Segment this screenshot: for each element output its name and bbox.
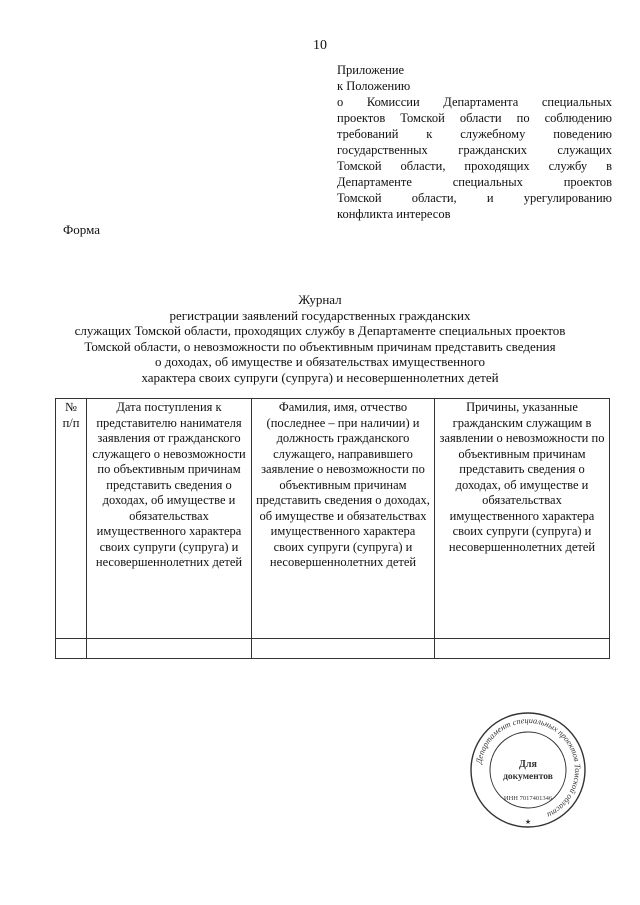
title-line: Журнал <box>298 292 342 307</box>
journal-title <box>40 292 600 386</box>
appendix-line: государственных гражданских служащих <box>337 143 612 157</box>
table-cell <box>56 639 87 659</box>
appendix-line: Департаменте специальных проектов <box>337 175 612 189</box>
table-cell <box>252 639 435 659</box>
appendix-line: к Положению <box>337 79 411 93</box>
title-line: характера своих супруги (супруга) и несовершеннолетних детей <box>141 369 499 385</box>
header-employee-name: Фамилия, имя, отчество (последнее – при наличии) и должность гражданского служащего, направившего заявление о невозможности по объективным причинам представить сведения о доходах, об имуществе и обязательствах имущественного характера своих супруги (супруга) и несовершеннолетних детей <box>252 399 435 639</box>
page-number: 10 <box>313 38 327 53</box>
appendix-line: требований к служебному поведению <box>337 127 612 141</box>
table-cell <box>435 639 610 659</box>
stamp-center-line2: документов <box>503 772 553 782</box>
stamp-outer-ring <box>471 713 585 827</box>
header-number: № п/п <box>56 399 87 639</box>
official-stamp <box>468 710 588 830</box>
stamp-center-line1: Для <box>519 759 537 770</box>
table-row <box>56 639 610 659</box>
title-line: Томской области, о невозможности по объективным причинам представить сведения <box>84 338 556 354</box>
appendix-line: Томской области, и урегулированию <box>337 191 612 205</box>
stamp-outer-text: Департамент специальных проектов Томской области <box>474 715 583 820</box>
appendix-line: Томской области, проходящих службу в <box>337 159 612 173</box>
title-line: регистрации заявлений государственных гражданских <box>169 307 471 323</box>
table-cell <box>87 639 252 659</box>
table-header-row <box>56 399 610 639</box>
appendix-line: конфликта интересов <box>337 207 451 221</box>
header-reasons: Причины, указанные гражданским служащим в заявлении о невозможности по объективным причинам представить сведения о доходах, об имуществе и обязательствах имущественного характера своих супруги (супруга) и несовершеннолетних детей <box>435 399 610 639</box>
stamp-inn: ИНН 7017401346 <box>503 795 553 802</box>
header-date-received: Дата поступления к представителю нанимателя заявления от гражданского служащего о невозможности по объективным причинам представить сведения о доходах, об имуществе и обязательствах имущественного характера своих супруги (супруга) и несовершеннолетних детей <box>87 399 252 639</box>
title-line: служащих Томской области, проходящих службу в Департаменте специальных проектов <box>74 323 566 339</box>
appendix-line: проектов Томской области по соблюдению <box>337 111 612 125</box>
stamp-star-icon: ★ <box>524 818 532 826</box>
appendix-line: о Комиссии Департамента специальных <box>337 95 612 109</box>
journal-table <box>55 398 610 659</box>
appendix-line: Приложение <box>337 63 405 77</box>
form-label: Форма <box>63 222 100 237</box>
title-line: о доходах, об имуществе и обязательствах имущественного <box>154 354 486 370</box>
appendix-block <box>337 62 612 222</box>
